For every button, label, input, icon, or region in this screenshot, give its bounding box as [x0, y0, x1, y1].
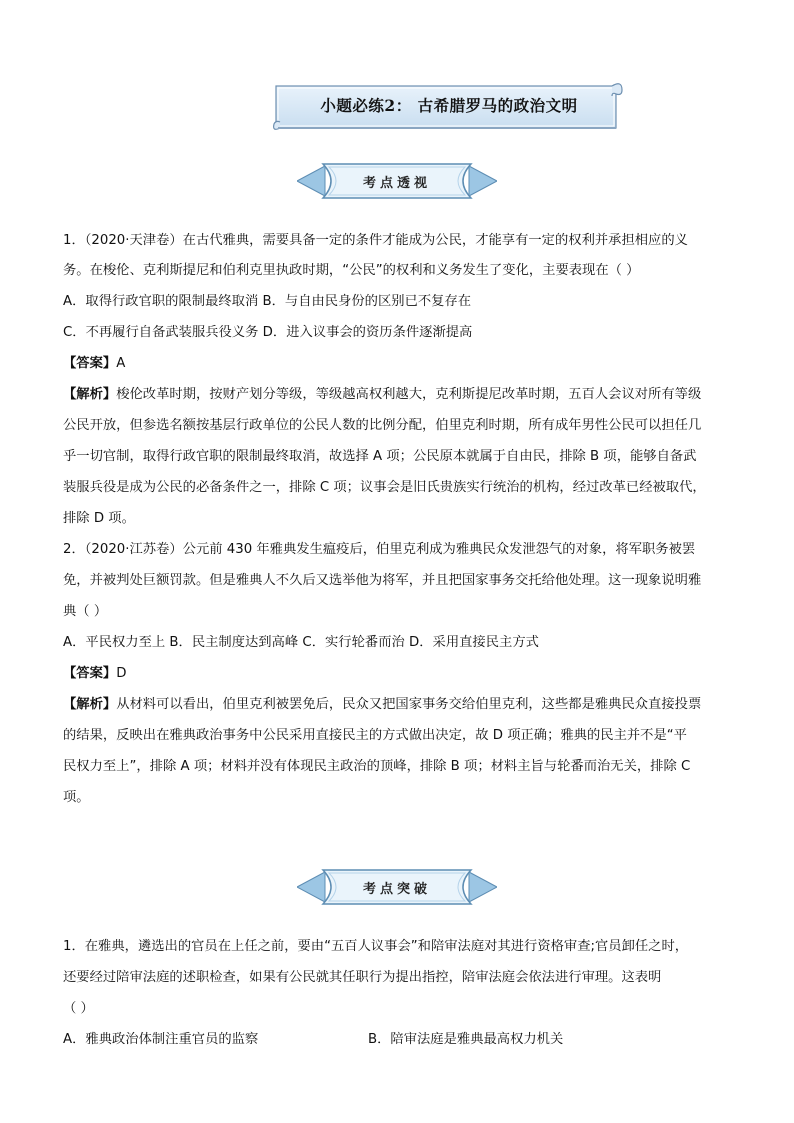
title-banner — [272, 80, 626, 132]
q2-analysis-1 — [63, 696, 701, 714]
q2-analysis-2: 的结果，反映出在雅典政治事务中公民采用直接民主的方式做出决定，故 D 项正确；雅典的民主并不是“平 — [63, 728, 687, 743]
answer-label: 【答案】 — [63, 666, 117, 681]
section-ribbon-2 — [297, 866, 497, 908]
q2-analysis-4: 项。 — [63, 790, 90, 805]
q2-line-2: 免，并被判处巨额罚款。但是雅典人不久后又选举他为将军，并且把国家事务交托给他处理。这一现象说明雅 — [63, 573, 702, 588]
analysis-label: 【解析】 — [63, 697, 117, 712]
section-ribbon-1 — [297, 160, 497, 202]
section-label-1: 考点透视 — [362, 176, 431, 191]
analysis-text: 梭伦改革时期，按财产划分等级，等级越高权利越大，克利斯提尼改革时期，五百人会议对所有等级 — [116, 387, 702, 402]
q1-analysis-5: 排除 D 项。 — [63, 511, 135, 526]
q1-answer — [63, 355, 125, 373]
page-title: 小题必练2： 古希腊罗马的政治文明 — [320, 96, 578, 115]
q1-analysis-2: 公民开放，但参选名额按基层行政单位的公民人数的比例分配，伯里克利时期，所有成年男性公民可以担任几 — [63, 418, 702, 433]
q1-analysis-1 — [63, 386, 701, 404]
q3-line-3: （ ） — [63, 1001, 94, 1016]
q2-line-3: 典（ ） — [63, 604, 108, 619]
q1-analysis-4: 装服兵役是成为公民的必备条件之一，排除 C 项；议事会是旧氏贵族实行统治的机构，经过改革已经被取代， — [63, 480, 706, 495]
q1-line-2: 务。在梭伦、克利斯提尼和伯利克里执政时期，“公民”的权利和义务发生了变化，主要表现在（ ） — [63, 263, 640, 278]
q3-line-1: 1．在雅典，遴选出的官员在上任之前，要由“五百人议事会”和陪审法庭对其进行资格审查;官员卸任之时， — [63, 939, 689, 954]
q1-options-cd: C．不再履行自备武装服兵役义务 D．进入议事会的资历条件逐渐提高 — [63, 325, 473, 340]
q3-option-b: B．陪审法庭是雅典最高权力机关 — [368, 1032, 564, 1047]
analysis-label: 【解析】 — [63, 387, 117, 402]
analysis-text: 从材料可以看出，伯里克利被罢免后，民众又把国家事务交给伯里克利，这些都是雅典民众直接投票 — [116, 697, 702, 712]
answer-value: D — [116, 666, 127, 681]
answer-label: 【答案】 — [63, 356, 117, 371]
q3-option-a: A．雅典政治体制注重官员的监察 — [63, 1032, 259, 1047]
q2-line-1: 2．（2020·江苏卷）公元前 430 年雅典发生瘟疫后，伯里克利成为雅典民众发泄怨气的对象，将军职务被罢 — [63, 542, 696, 557]
q1-analysis-3: 乎一切官制，取得行政官职的限制最终取消，故选择 A 项；公民原本就属于自由民，排除 B 项，能够自备武 — [63, 449, 697, 464]
q2-analysis-3: 民权力至上”，排除 A 项；材料并没有体现民主政治的顶峰，排除 B 项；材料主旨与轮番而治无关，排除 C — [63, 759, 691, 774]
section-label-2: 考点突破 — [362, 882, 431, 897]
q2-options: A．平民权力至上 B．民主制度达到高峰 C．实行轮番而治 D．采用直接民主方式 — [63, 635, 539, 650]
q3-line-2: 还要经过陪审法庭的述职检查，如果有公民就其任职行为提出指控，陪审法庭会依法进行审理。这表明 — [63, 970, 662, 985]
q2-answer — [63, 665, 126, 683]
q1-line-1: 1．（2020·天津卷）在古代雅典，需要具备一定的条件才能成为公民，才能享有一定的权利并承担相应的义 — [63, 233, 688, 248]
answer-value: A — [116, 356, 126, 371]
q1-options-ab: A．取得行政官职的限制最终取消 B．与自由民身份的区别已不复存在 — [63, 294, 472, 309]
